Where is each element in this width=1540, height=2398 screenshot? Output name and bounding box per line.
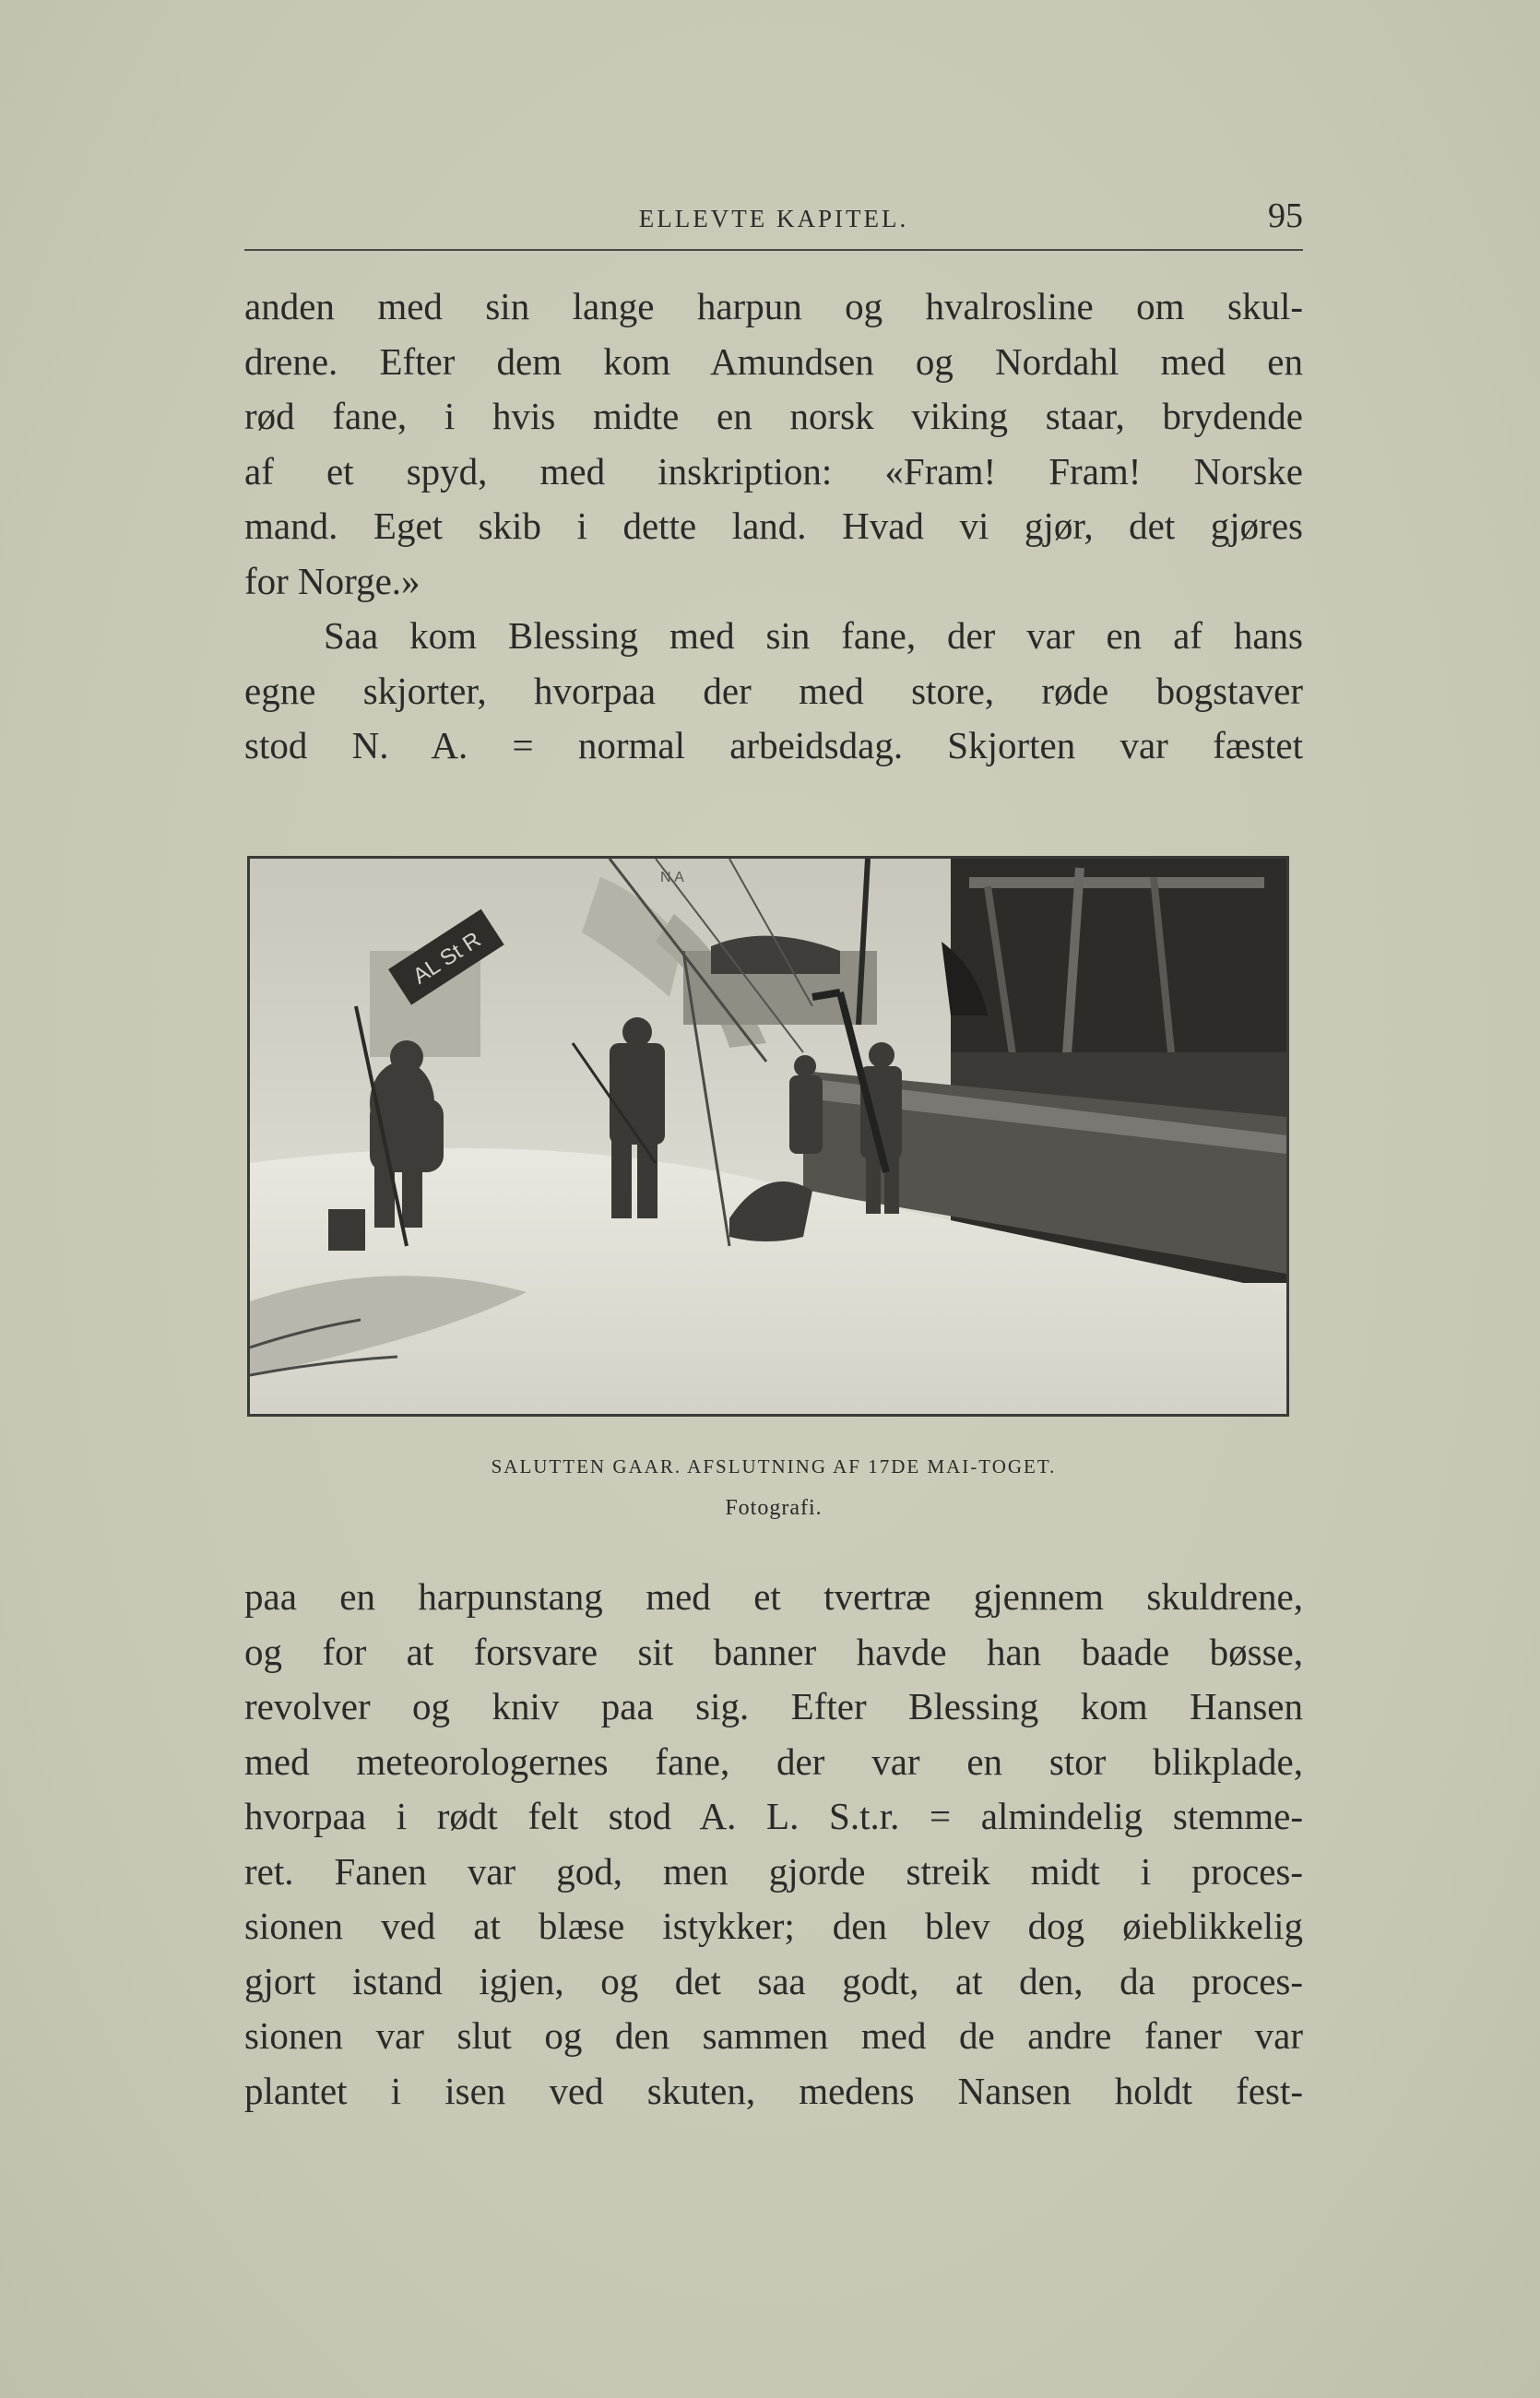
text-line: revolver og kniv paa sig. Efter Blessing kom Hansen xyxy=(244,1685,1303,1727)
photo-illustration xyxy=(250,859,1286,1414)
running-head: ELLEVTE KAPITEL. xyxy=(638,205,909,232)
text-line: mand. Eget skib i dette land. Hvad vi gjør, det gjøres xyxy=(244,505,1303,547)
figure-credit: Fotografi. xyxy=(725,1496,823,1520)
text-line: med meteorologernes fane, der var en stor blikplade, xyxy=(244,1739,1303,1783)
photograph xyxy=(247,856,1289,1417)
text-line: stod N. A. = normal arbeidsdag. Skjorten var fæstet xyxy=(244,724,1303,766)
text-line: anden med sin lange harpun og hvalrosline om skul- xyxy=(244,285,1303,327)
page-header xyxy=(244,196,1303,242)
flag-text: AL St R xyxy=(409,927,486,990)
text-line: egne skjorter, hvorpaa der med store, røde bogstaver xyxy=(244,669,1303,712)
text-line: ret. Fanen var god, men gjorde streik midt i proces- xyxy=(244,1849,1303,1893)
text-line: hvorpaa i rødt felt stod A. L. S.t.r. = almindelig stemme- xyxy=(244,1795,1303,1837)
text-line: paa en harpunstang med et tvertræ gjennem skuldrene, xyxy=(244,1575,1303,1618)
page-number: 95 xyxy=(1268,196,1303,235)
text-line: plantet i isen ved skuten, medens Nansen holdt fest- xyxy=(244,2069,1303,2112)
text-line: drene. Efter dem kom Amundsen og Nordahl med en xyxy=(244,339,1303,383)
text-line: Saa kom Blessing med sin fane, der var en af hans xyxy=(324,614,1303,657)
figure-caption: SALUTTEN GAAR. AFSLUTNING AF 17DE MAI-TOGET. xyxy=(491,1455,1057,1478)
text-line: rød fane, i hvis midte en norsk viking staar, brydende xyxy=(244,395,1303,437)
text-line: og for at forsvare sit banner havde han baade bøsse, xyxy=(244,1630,1303,1673)
text-line: af et spyd, med inskription: «Fram! Fram! Norske xyxy=(244,449,1303,493)
text-line: sionen ved at blæse istykker; den blev dog øieblikkelig xyxy=(244,1905,1303,1947)
paragraph-bottom xyxy=(244,1570,1303,2119)
header-rule xyxy=(244,249,1303,251)
paragraph-top xyxy=(244,279,1303,774)
text-line: gjort istand igjen, og det saa godt, at den, da proces- xyxy=(244,1959,1303,2002)
banner-text: N A xyxy=(660,870,684,885)
text-line: sionen var slut og den sammen med de andre faner var xyxy=(244,2014,1303,2057)
text-line: for Norge.» xyxy=(244,559,421,602)
